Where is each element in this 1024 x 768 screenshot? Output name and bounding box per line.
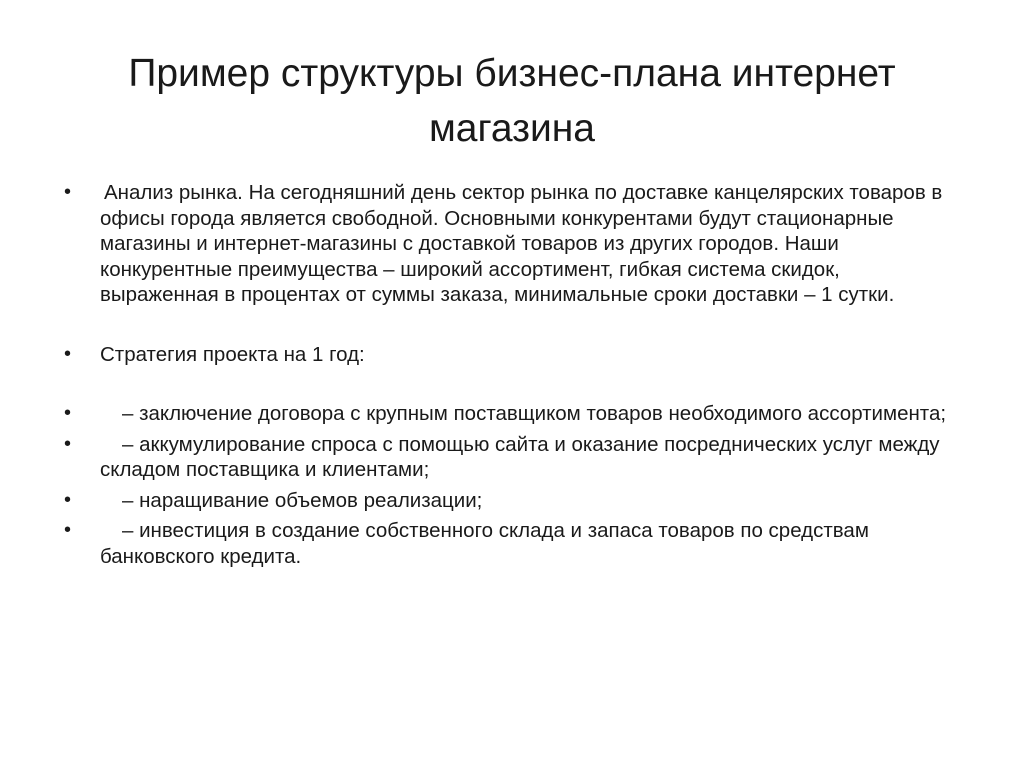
slide-title-line-2: магазина bbox=[428, 107, 596, 150]
bullet-dot-icon: • bbox=[64, 519, 72, 541]
bullet-strategy-heading bbox=[64, 342, 964, 368]
bullet-dot-icon: • bbox=[64, 432, 72, 455]
bullet-list bbox=[64, 180, 964, 569]
slide-title-line-1: Пример структуры бизнес-плана интернет bbox=[128, 52, 896, 95]
bullet-strategy-item-demand bbox=[64, 432, 964, 483]
bullet-text: – аккумулирование спроса с помощью сайта и оказание посреднических услуг между складом поставщика и клиентами; bbox=[100, 432, 940, 481]
bullet-text: – заключение договора с крупным поставщиком товаров необходимого ассортимента; bbox=[122, 402, 947, 425]
bullet-market-analysis bbox=[64, 180, 964, 308]
bullet-strategy-item-volume bbox=[64, 488, 964, 514]
bullet-text: – наращивание объемов реализации; bbox=[122, 488, 483, 512]
bullet-dot-icon: • bbox=[64, 488, 72, 511]
bullet-strategy-item-contract bbox=[64, 401, 964, 427]
bullet-dot-icon: • bbox=[64, 342, 72, 365]
bullet-strategy-item-warehouse bbox=[64, 518, 964, 569]
bullet-dot-icon: • bbox=[64, 402, 72, 424]
bullet-text: – инвестиция в создание собственного склада и запаса товаров по средствам банковского кредита. bbox=[100, 519, 869, 568]
bullet-dot-icon: • bbox=[64, 181, 72, 203]
slide-title bbox=[80, 46, 944, 156]
bullet-text: Анализ рынка. На сегодняшний день сектор рынка по доставке канцелярских товаров в офисы города является свободной. Основными конкурентами будут стационарные магазины и интернет-магазины с доставкой товаров из других городов. Наши конкурентные преимущества – широкий ассортимент, гибкая система скидок, выраженная в процентах от суммы заказа, минимальные сроки доставки – 1 сутки. bbox=[100, 181, 943, 306]
bullet-text: Стратегия проекта на 1 год: bbox=[100, 342, 365, 366]
